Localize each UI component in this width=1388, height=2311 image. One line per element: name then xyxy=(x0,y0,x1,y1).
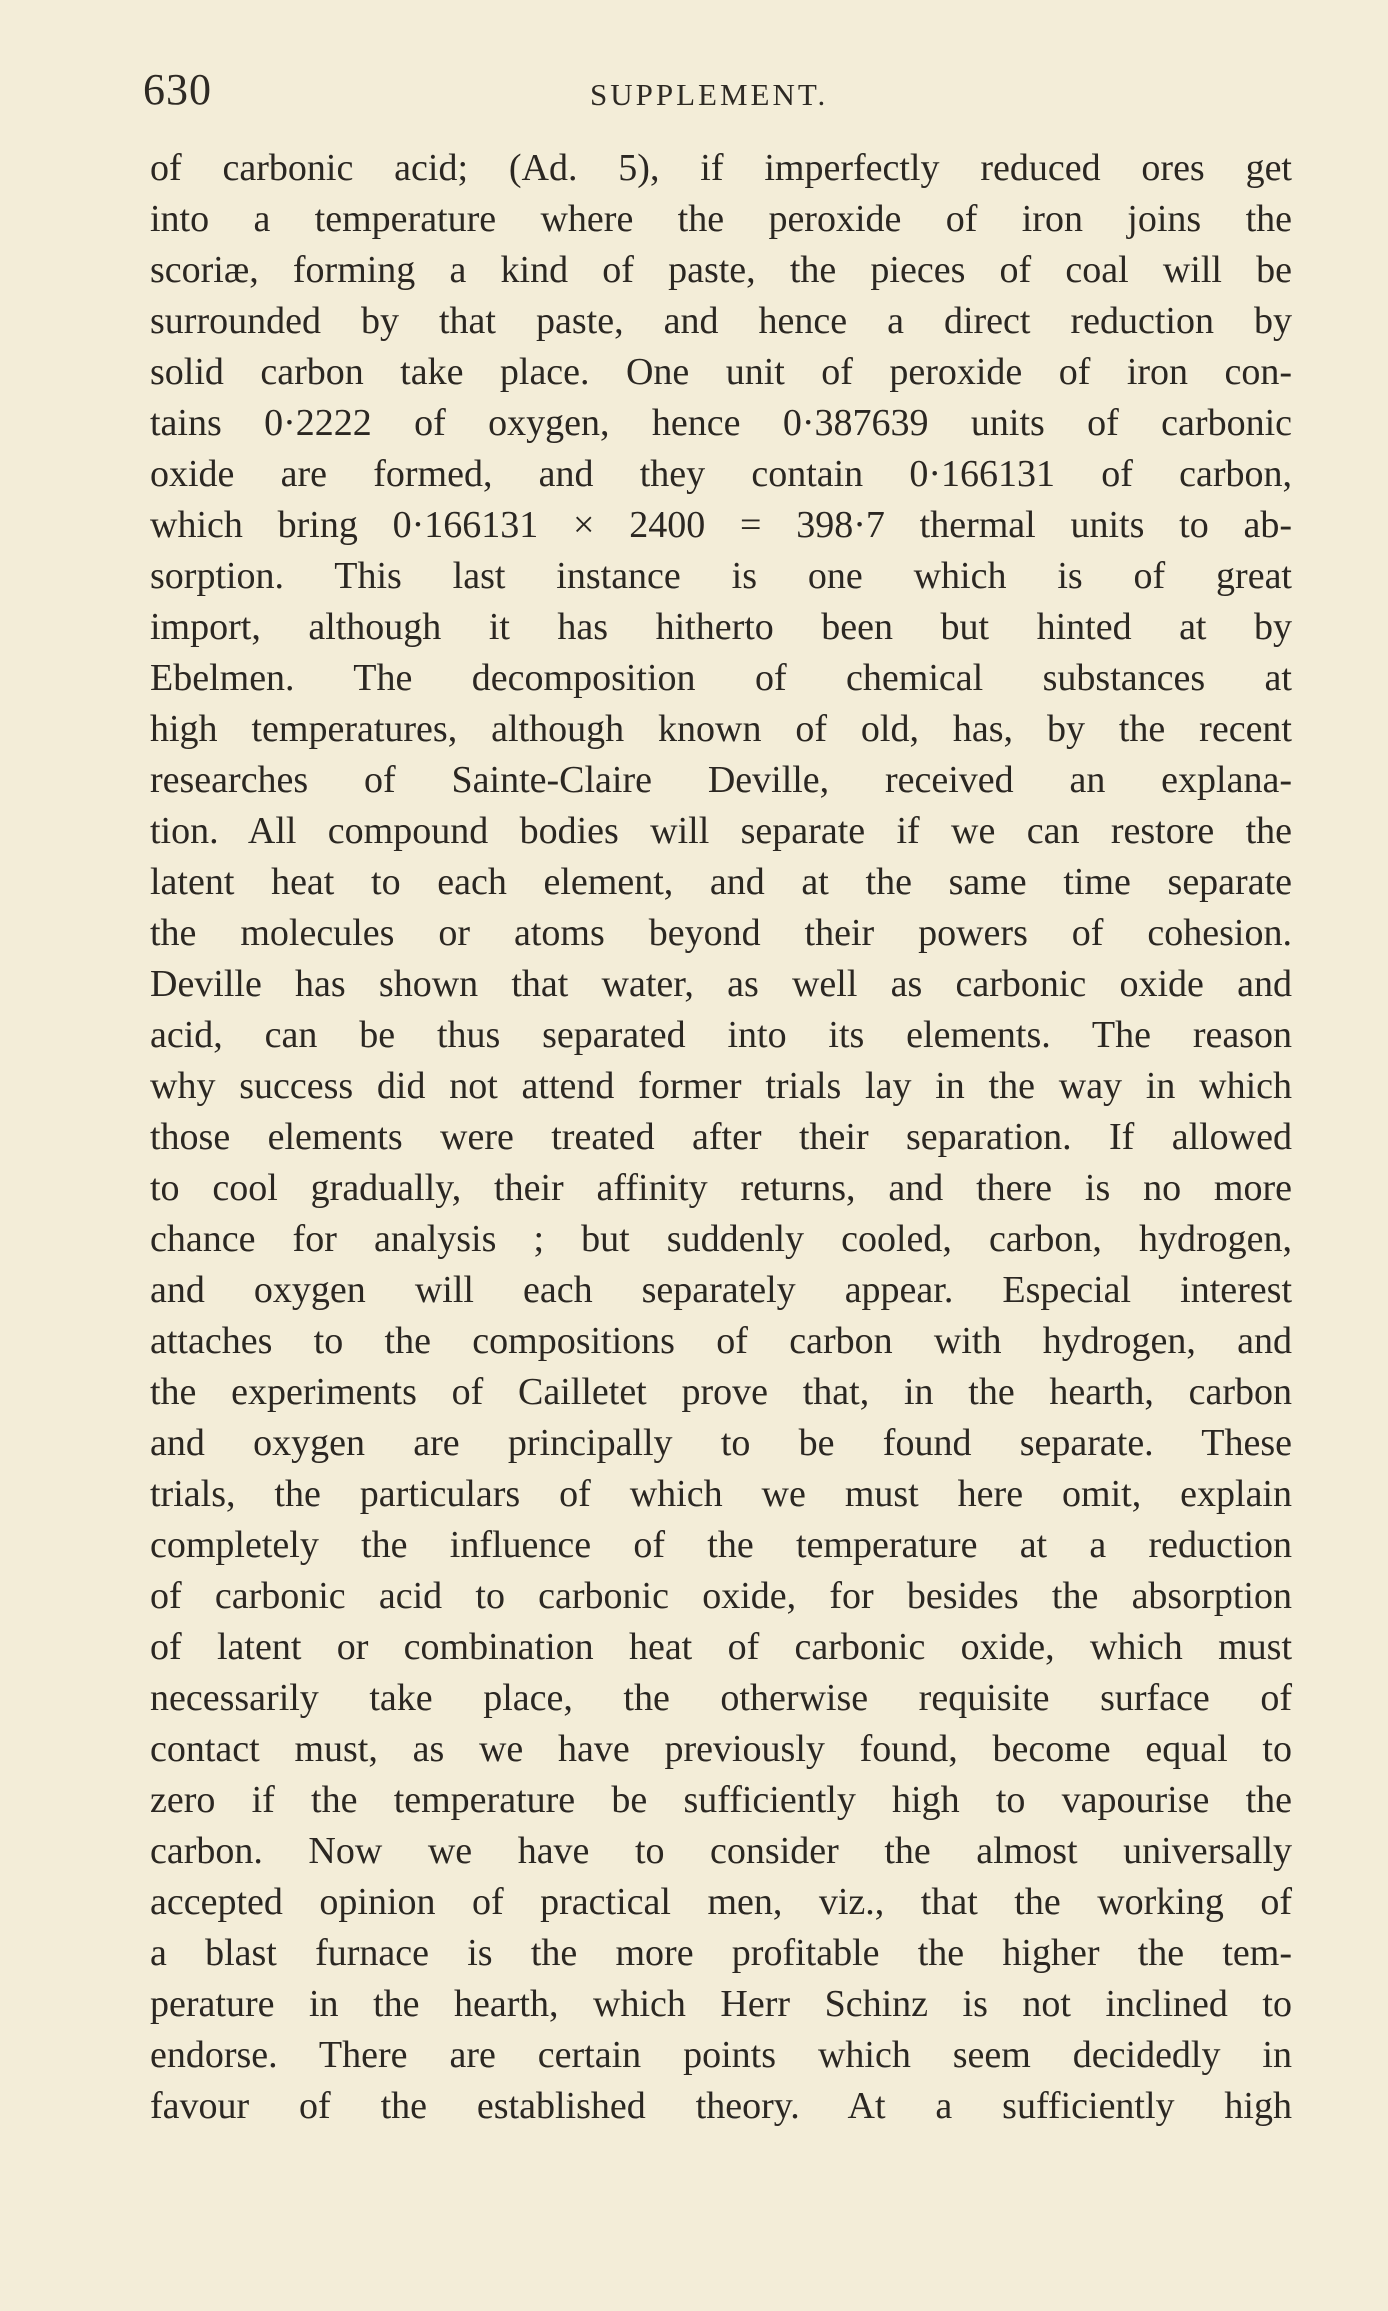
text-line: solid carbon take place. One unit of peroxide of iron con- xyxy=(150,351,1292,393)
text-line: trials, the particulars of which we must here omit, explain xyxy=(150,1473,1292,1515)
text-line: zero if the temperature be sufficiently high to vapourise the xyxy=(150,1779,1292,1821)
text-line: to cool gradually, their affinity returns, and there is no more xyxy=(150,1167,1292,1209)
text-line: tion. All compound bodies will separate if we can restore the xyxy=(150,810,1292,852)
text-line: favour of the established theory. At a sufficiently high xyxy=(150,2085,1292,2127)
text-line: the molecules or atoms beyond their powers of cohesion. xyxy=(150,912,1292,954)
text-line: carbon. Now we have to consider the almost universally xyxy=(150,1830,1292,1872)
text-line: perature in the hearth, which Herr Schinz is not inclined to xyxy=(150,1983,1292,2025)
text-line: surrounded by that paste, and hence a direct reduction by xyxy=(150,300,1292,342)
text-line: contact must, as we have previously found, become equal to xyxy=(150,1728,1292,1770)
text-line: why success did not attend former trials lay in the way in which xyxy=(150,1065,1292,1107)
page-number: 630 xyxy=(143,65,212,114)
text-line: researches of Sainte-Claire Deville, received an explana- xyxy=(150,759,1292,801)
text-line: of carbonic acid; (Ad. 5), if imperfectly reduced ores get xyxy=(150,147,1292,189)
text-line: into a temperature where the peroxide of iron joins the xyxy=(150,198,1292,240)
text-line: endorse. There are certain points which seem decidedly in xyxy=(150,2034,1292,2076)
text-line: scoriæ, forming a kind of paste, the pieces of coal will be xyxy=(150,249,1292,291)
body-text xyxy=(150,143,1292,2132)
text-line: tains 0·2222 of oxygen, hence 0·387639 units of carbonic xyxy=(150,402,1292,444)
text-line: import, although it has hitherto been but hinted at by xyxy=(150,606,1292,648)
text-line: Ebelmen. The decomposition of chemical substances at xyxy=(150,657,1292,699)
text-line: Deville has shown that water, as well as carbonic oxide and xyxy=(150,963,1292,1005)
running-head: SUPPLEMENT. xyxy=(590,77,829,112)
text-line: sorption. This last instance is one which is of great xyxy=(150,555,1292,597)
text-line: acid, can be thus separated into its elements. The reason xyxy=(150,1014,1292,1056)
text-line: accepted opinion of practical men, viz., that the working of xyxy=(150,1881,1292,1923)
text-line: of latent or combination heat of carbonic oxide, which must xyxy=(150,1626,1292,1668)
text-line: chance for analysis ; but suddenly cooled, carbon, hydrogen, xyxy=(150,1218,1292,1260)
text-line: which bring 0·166131 × 2400 = 398·7 thermal units to ab- xyxy=(150,504,1292,546)
text-line: completely the influence of the temperature at a reduction xyxy=(150,1524,1292,1566)
text-line: necessarily take place, the otherwise requisite surface of xyxy=(150,1677,1292,1719)
text-line: high temperatures, although known of old, has, by the recent xyxy=(150,708,1292,750)
text-line: and oxygen will each separately appear. Especial interest xyxy=(150,1269,1292,1311)
text-line: attaches to the compositions of carbon with hydrogen, and xyxy=(150,1320,1292,1362)
text-line: latent heat to each element, and at the same time separate xyxy=(150,861,1292,903)
page-header xyxy=(143,64,1293,116)
text-line: and oxygen are principally to be found separate. These xyxy=(150,1422,1292,1464)
text-line: a blast furnace is the more profitable the higher the tem- xyxy=(150,1932,1292,1974)
text-line: oxide are formed, and they contain 0·166131 of carbon, xyxy=(150,453,1292,495)
text-line: those elements were treated after their separation. If allowed xyxy=(150,1116,1292,1158)
text-line: of carbonic acid to carbonic oxide, for besides the absorption xyxy=(150,1575,1292,1617)
text-line: the experiments of Cailletet prove that, in the hearth, carbon xyxy=(150,1371,1292,1413)
